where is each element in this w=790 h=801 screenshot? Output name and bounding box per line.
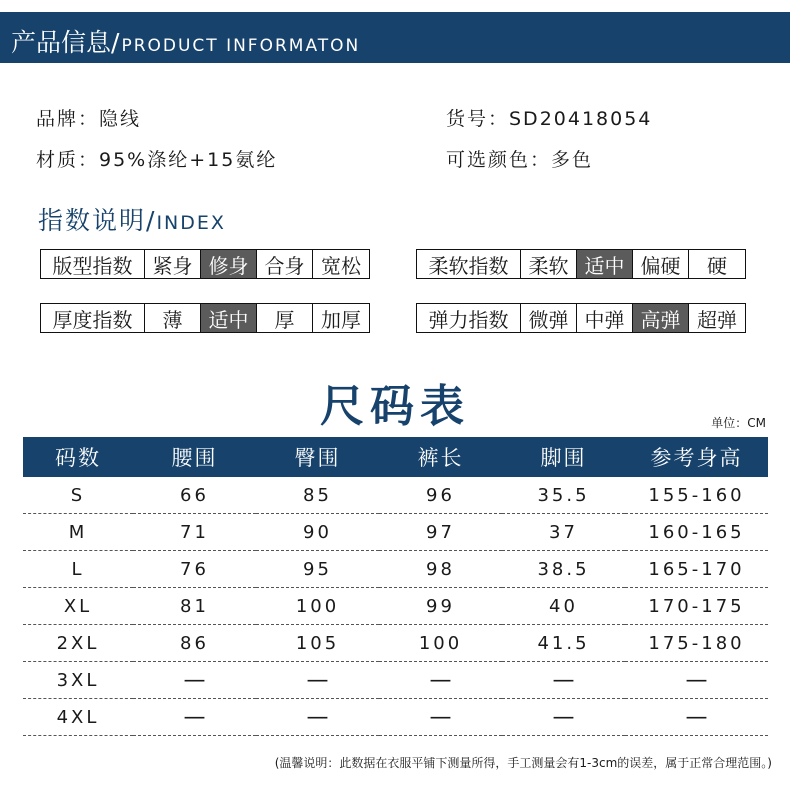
table-cell: — (502, 699, 625, 736)
index-option: 薄 (145, 304, 201, 332)
size-table (23, 437, 768, 736)
table-cell: 81 (133, 588, 256, 625)
table-cell: 100 (256, 588, 379, 625)
size-table-header-row (23, 437, 768, 477)
index-label: 厚度指数 (41, 304, 145, 332)
index-title-en: INDEX (156, 212, 226, 234)
item-number-text: 货号：SD20418054 (446, 108, 653, 130)
size-table-header-cell: 码数 (23, 437, 133, 477)
table-cell: — (256, 699, 379, 736)
index-option-selected: 修身 (201, 250, 257, 278)
index-option: 柔软 (521, 250, 577, 278)
table-cell: 90 (256, 514, 379, 551)
thickness-index-row (40, 303, 370, 333)
table-row (23, 588, 768, 625)
index-option: 硬 (707, 253, 727, 278)
table-cell: — (133, 699, 256, 736)
table-cell: 99 (379, 588, 502, 625)
table-cell: L (23, 551, 133, 588)
table-cell: 100 (379, 625, 502, 662)
product-info-title (11, 23, 360, 59)
table-cell: 155-160 (625, 477, 768, 514)
table-row (23, 514, 768, 551)
table-cell: 85 (256, 477, 379, 514)
index-option-selected: 适中 (577, 250, 633, 278)
index-option: 紧身 (145, 250, 201, 278)
table-cell: 175-180 (625, 625, 768, 662)
table-cell: 40 (502, 588, 625, 625)
table-cell: 4XL (23, 699, 133, 736)
index-title (38, 201, 226, 237)
index-option: 中弹 (577, 304, 633, 332)
table-cell: 96 (379, 477, 502, 514)
table-cell: XL (23, 588, 133, 625)
size-table-header-cell: 参考身高 (625, 437, 768, 477)
size-table-header-cell: 脚围 (502, 437, 625, 477)
index-option: 厚 (257, 304, 313, 332)
table-cell: 3XL (23, 662, 133, 699)
size-table-header-cell: 腰围 (133, 437, 256, 477)
index-option: 加厚 (321, 307, 361, 332)
index-option: 合身 (257, 250, 313, 278)
table-cell: — (625, 662, 768, 699)
table-cell: 66 (133, 477, 256, 514)
product-info-title-en: PRODUCT INFORMATON (121, 36, 361, 56)
index-label: 弹力指数 (417, 304, 521, 332)
index-option-selected: 适中 (201, 304, 257, 332)
table-cell: — (379, 699, 502, 736)
index-option: 偏硬 (633, 250, 689, 278)
table-row (23, 551, 768, 588)
index-option: 微弹 (521, 304, 577, 332)
table-cell: S (23, 477, 133, 514)
index-option: 超弹 (697, 307, 737, 332)
product-info-title-cn: 产品信息/ (11, 28, 120, 57)
table-cell: 97 (379, 514, 502, 551)
table-cell: 35.5 (502, 477, 625, 514)
table-cell: — (256, 662, 379, 699)
index-label: 版型指数 (41, 250, 145, 278)
table-cell: 38.5 (502, 551, 625, 588)
table-row (23, 662, 768, 699)
table-cell: 76 (133, 551, 256, 588)
index-title-cn: 指数说明/ (38, 206, 157, 235)
table-cell: 170-175 (625, 588, 768, 625)
table-cell: 95 (256, 551, 379, 588)
table-cell: 37 (502, 514, 625, 551)
index-label: 柔软指数 (417, 250, 521, 278)
colors-text: 可选颜色：多色 (446, 149, 594, 171)
table-cell: 71 (133, 514, 256, 551)
table-cell: 105 (256, 625, 379, 662)
table-cell: 41.5 (502, 625, 625, 662)
table-cell: 2XL (23, 625, 133, 662)
measurement-note: (温馨说明：此数据在衣服平铺下测量所得，手工测量会有1-3cm的误差，属于正常合理范围。) (274, 756, 772, 770)
material-text: 材质：95%涤纶+15氨纶 (36, 149, 278, 171)
table-row (23, 699, 768, 736)
size-table-header-cell: 裤长 (379, 437, 502, 477)
table-cell: M (23, 514, 133, 551)
size-table-body (23, 477, 768, 736)
table-cell: — (502, 662, 625, 699)
index-option-selected: 高弹 (633, 304, 689, 332)
unit-label: 单位：CM (711, 416, 766, 430)
stretch-index-row (416, 303, 746, 333)
index-option: 宽松 (321, 253, 361, 278)
fit-index-row (40, 249, 370, 279)
table-cell: — (625, 699, 768, 736)
table-cell: 86 (133, 625, 256, 662)
table-row (23, 477, 768, 514)
softness-index-row (416, 249, 746, 279)
table-cell: 165-170 (625, 551, 768, 588)
size-chart-title: 尺码表 (320, 381, 470, 432)
size-table-header-cell: 臀围 (256, 437, 379, 477)
table-cell: — (133, 662, 256, 699)
brand-text: 品牌：隐线 (36, 108, 142, 130)
table-cell: 98 (379, 551, 502, 588)
table-row (23, 625, 768, 662)
table-cell: — (379, 662, 502, 699)
table-cell: 160-165 (625, 514, 768, 551)
